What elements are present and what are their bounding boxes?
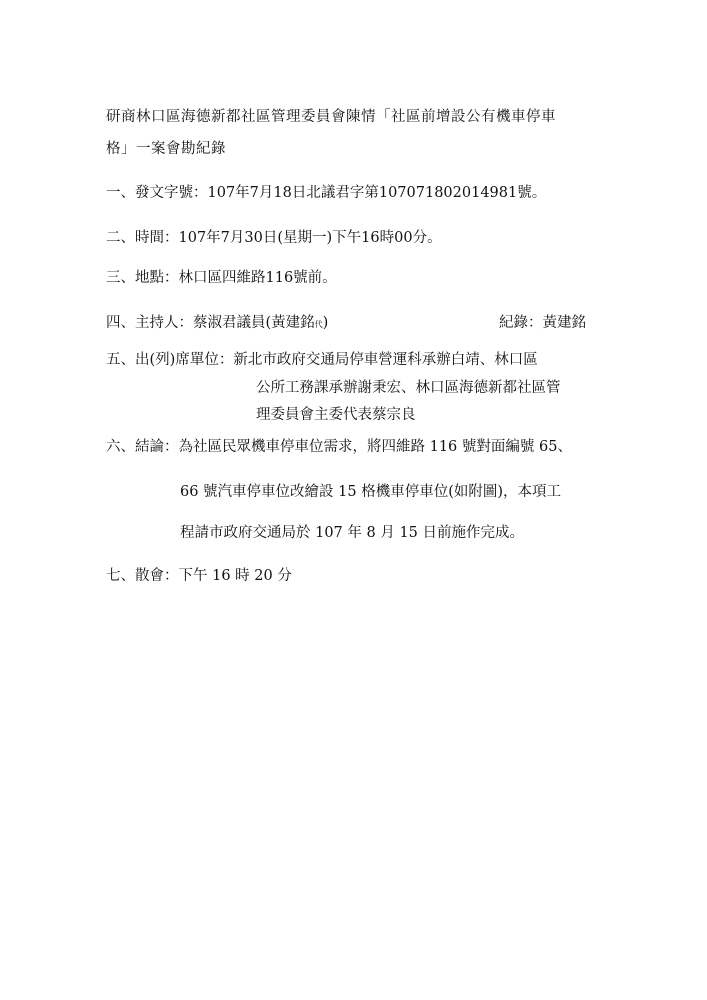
item-host (106, 313, 328, 333)
host-text: 四、主持人：蔡淑君議員(黃建銘 (106, 315, 315, 331)
item-conclusion-line-1: 六、結論：為社區民眾機車停車位需求，將四維路 116 號對面編號 65、 (106, 439, 572, 455)
item-document-number: 一、發文字號：107年7月18日北議君字第107071802014981號。 (106, 185, 547, 201)
item-adjournment: 七、散會：下午 16 時 20 分 (106, 568, 292, 584)
host-text-end: ) (322, 315, 329, 331)
item-location: 三、地點：林口區四維路116號前。 (106, 270, 337, 286)
item-conclusion-line-2: 66 號汽車停車位改繪設 15 格機車停車位(如附圖)，本項工 (180, 484, 562, 500)
item-time: 二、時間：107年7月30日(星期一)下午16時00分。 (106, 230, 442, 246)
seal-mark: 代 (314, 320, 323, 329)
document-title-line-1: 研商林口區海德新都社區管理委員會陳情「社區前增設公有機車停車 (106, 109, 556, 125)
item-recorder: 紀錄：黃建銘 (499, 315, 586, 331)
item-conclusion-line-3: 程請市政府交通局於 107 年 8 月 15 日前施作完成。 (180, 525, 525, 541)
document-title-line-2: 格」一案會勘紀錄 (106, 141, 226, 157)
item-attendees-line-3: 理委員會主委代表蔡宗良 (256, 407, 416, 423)
item-attendees-line-2: 公所工務課承辦謝秉宏、林口區海德新都社區管 (256, 380, 561, 396)
item-attendees-line-1: 五、出(列)席單位：新北市政府交通局停車營運科承辦白靖、林口區 (106, 352, 538, 368)
